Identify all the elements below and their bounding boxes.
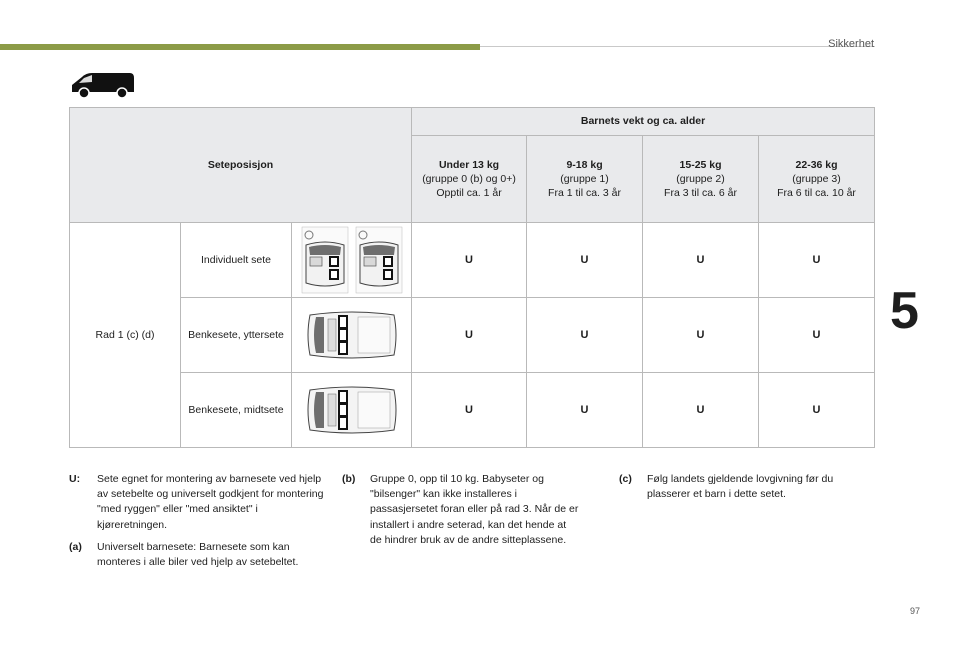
cell-r3-c3: U: [643, 373, 759, 448]
cell-r2-c2: U: [527, 298, 643, 373]
row-label-individual: Individuelt sete: [181, 223, 292, 298]
column-header-2: 9-18 kg (gruppe 1) Fra 1 til ca. 3 år: [527, 136, 643, 223]
cell-r2-c4: U: [759, 298, 875, 373]
notes-column-1: [69, 472, 325, 577]
note-b: (b) Gruppe 0, opp til 10 kg. Babyseter og "bilsenger" kan ikke installeres i passasjersetet foran eller på rad 3. Når de er installert i andre seterad, kan det hende at de hindrer bruk av de andre sitteplassene.: [342, 473, 579, 546]
header-rule: [480, 46, 875, 47]
weight-header: Barnets vekt og ca. alder: [412, 108, 875, 136]
row-label-bench-outer: Benkesete, yttersete: [181, 298, 292, 373]
notes-column-3: [619, 472, 874, 509]
seat-diagram-individual: [292, 223, 412, 298]
seat-position-header: Seteposisjon: [70, 108, 412, 223]
row-label-bench-middle: Benkesete, midtsete: [181, 373, 292, 448]
cell-r2-c1: U: [412, 298, 527, 373]
note-u: U: Sete egnet for montering av barnesete ved hjelp av setebelte og universelt godkjent for montering "med ryggen" eller "med ansiktet" i kjøreretningen.: [69, 473, 324, 531]
column-header-3: 15-25 kg (gruppe 2) Fra 3 til ca. 6 år: [643, 136, 759, 223]
cell-r1-c4: U: [759, 223, 875, 298]
column-header-4: 22-36 kg (gruppe 3) Fra 6 til ca. 10 år: [759, 136, 875, 223]
child-seat-table: [69, 107, 875, 448]
chapter-number: 5: [890, 282, 919, 340]
cell-r1-c2: U: [527, 223, 643, 298]
header-accent-bar: [0, 44, 480, 50]
note-a: (a) Universelt barnesete: Barnesete som kan monteres i alle biler ved hjelp av setebeltet.: [69, 540, 299, 569]
cell-r3-c1: U: [412, 373, 527, 448]
van-top-view-icon: [302, 382, 402, 438]
cell-r3-c2: U: [527, 373, 643, 448]
two-vans-top-view-icon: [296, 225, 408, 295]
note-c: (c) Følg landets gjeldende lovgivning før du plasserer et barn i dette setet.: [619, 473, 834, 501]
section-title: Sikkerhet: [828, 38, 874, 50]
column-header-1: Under 13 kg (gruppe 0 (b) og 0+) Opptil ca. 1 år: [412, 136, 527, 223]
notes-column-2: [342, 472, 580, 555]
page-number: 97: [909, 606, 920, 616]
cell-r1-c1: U: [412, 223, 527, 298]
cell-r2-c3: U: [643, 298, 759, 373]
cell-r3-c4: U: [759, 373, 875, 448]
row-group-label: Rad 1 (c) (d): [70, 223, 181, 448]
seat-diagram-bench-outer: [292, 298, 412, 373]
van-icon: [70, 68, 136, 100]
cell-r1-c3: U: [643, 223, 759, 298]
seat-diagram-bench-middle: [292, 373, 412, 448]
van-top-view-icon: [302, 307, 402, 363]
